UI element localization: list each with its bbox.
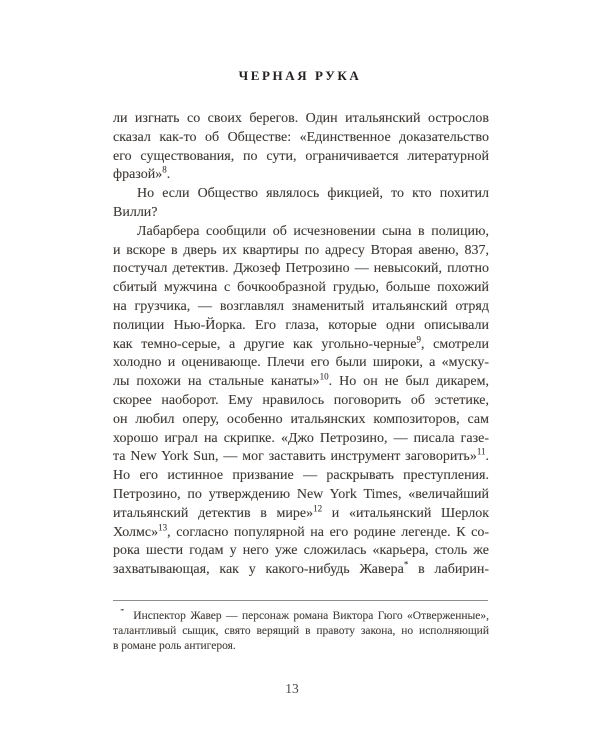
page-number: 13 bbox=[285, 681, 299, 696]
footnote-reference-mark: 10 bbox=[319, 373, 329, 382]
text-line: скорее наоборот. Ему нравилось поговорить об эстетике, bbox=[113, 392, 489, 408]
text-line: Но его истинное призвание — раскрывать преступления. bbox=[113, 468, 489, 484]
text-line: талантливый сыщик, свято верящий в правоту закона, но исполняющий bbox=[113, 625, 489, 638]
text-line: фразой»$^8$. bbox=[113, 166, 171, 183]
text-line: постучал детектив. Джозеф Петрозино — невысокий, плотно bbox=[113, 261, 489, 277]
text-line: он любил оперу, особенно итальянских композиторов, сам bbox=[113, 411, 489, 427]
footnote-separator bbox=[113, 600, 488, 601]
text-line: на грузчика, — возглавлял знаменитый итальянский отряд bbox=[113, 298, 489, 314]
text-line: Вилли? bbox=[113, 204, 158, 220]
text-line: * Инспектор Жавер — персонаж романа Виктора Гюго «Отверженные», bbox=[113, 609, 489, 624]
footnote-reference-mark: 9 bbox=[416, 335, 421, 344]
text-line: захватывающая, как у какого-нибудь Жавера* в лабирин- bbox=[113, 561, 489, 578]
text-line: его существования, по сути, ограничивается литературной bbox=[113, 148, 489, 164]
text-line: та New York Sun, — мог заставить инструмент заговорить»$^{11}$. bbox=[113, 448, 489, 465]
text-line: итальянский детектив в мире»$^{12}$ и «итальянский Шерлок bbox=[113, 504, 489, 521]
footnote-reference-mark: 11 bbox=[476, 448, 486, 457]
text-line: ли изгнать со своих берегов. Один итальянский острослов bbox=[113, 111, 489, 126]
footnote-reference-mark: * bbox=[403, 561, 409, 570]
running-head-title: ЧЕРНАЯ РУКА bbox=[238, 68, 362, 83]
text-line: хорошо играл на скрипке. «Джо Петрозино, — писала газе- bbox=[113, 430, 489, 446]
text-line: полиции Нью-Йорка. Его глаза, которые одни описывали bbox=[113, 317, 489, 333]
text-line: сказал как-то об Обществе: «Единственное доказательство bbox=[113, 129, 489, 145]
text-line: Петрозино, по утверждению New York Times, «величайший bbox=[113, 486, 489, 502]
text-line: и вскоре в дверь их квартиры по адресу Вторая авеню, 837, bbox=[113, 242, 489, 258]
text-line: как темно-серые, а другие как угольно-черные$^9$, смотрели bbox=[113, 335, 489, 352]
footnote-reference-mark: 12 bbox=[313, 504, 323, 514]
text-line: Но если Общество являлось фикцией, то кто похитил bbox=[137, 186, 489, 202]
text-line: в романе роль антигероя. bbox=[113, 640, 236, 653]
body-text bbox=[113, 110, 489, 580]
text-line: рока шести годам у него уже сложилась «карьера, столь же bbox=[113, 543, 489, 559]
text-line: Лабарбера сообщили об исчезновении сына в полицию, bbox=[137, 223, 489, 239]
footnote-text bbox=[113, 609, 489, 655]
text-line: лы похожи на стальные канаты»$^{10}$. Но он не был дикарем, bbox=[113, 373, 489, 390]
text-line: сбитый мужчина с бочкообразной грудью, больше похожий bbox=[113, 280, 489, 296]
text-line: холодно и оценивающе. Плечи его были широки, а «муску- bbox=[113, 355, 489, 371]
footnote-reference-mark: 8 bbox=[162, 166, 167, 175]
footnote-reference-mark: 13 bbox=[158, 523, 168, 532]
footnote-reference-mark: * bbox=[120, 609, 125, 617]
text-line: Холмс»$^{13}$, согласно популярной на его родине легенде. К со- bbox=[113, 523, 489, 540]
